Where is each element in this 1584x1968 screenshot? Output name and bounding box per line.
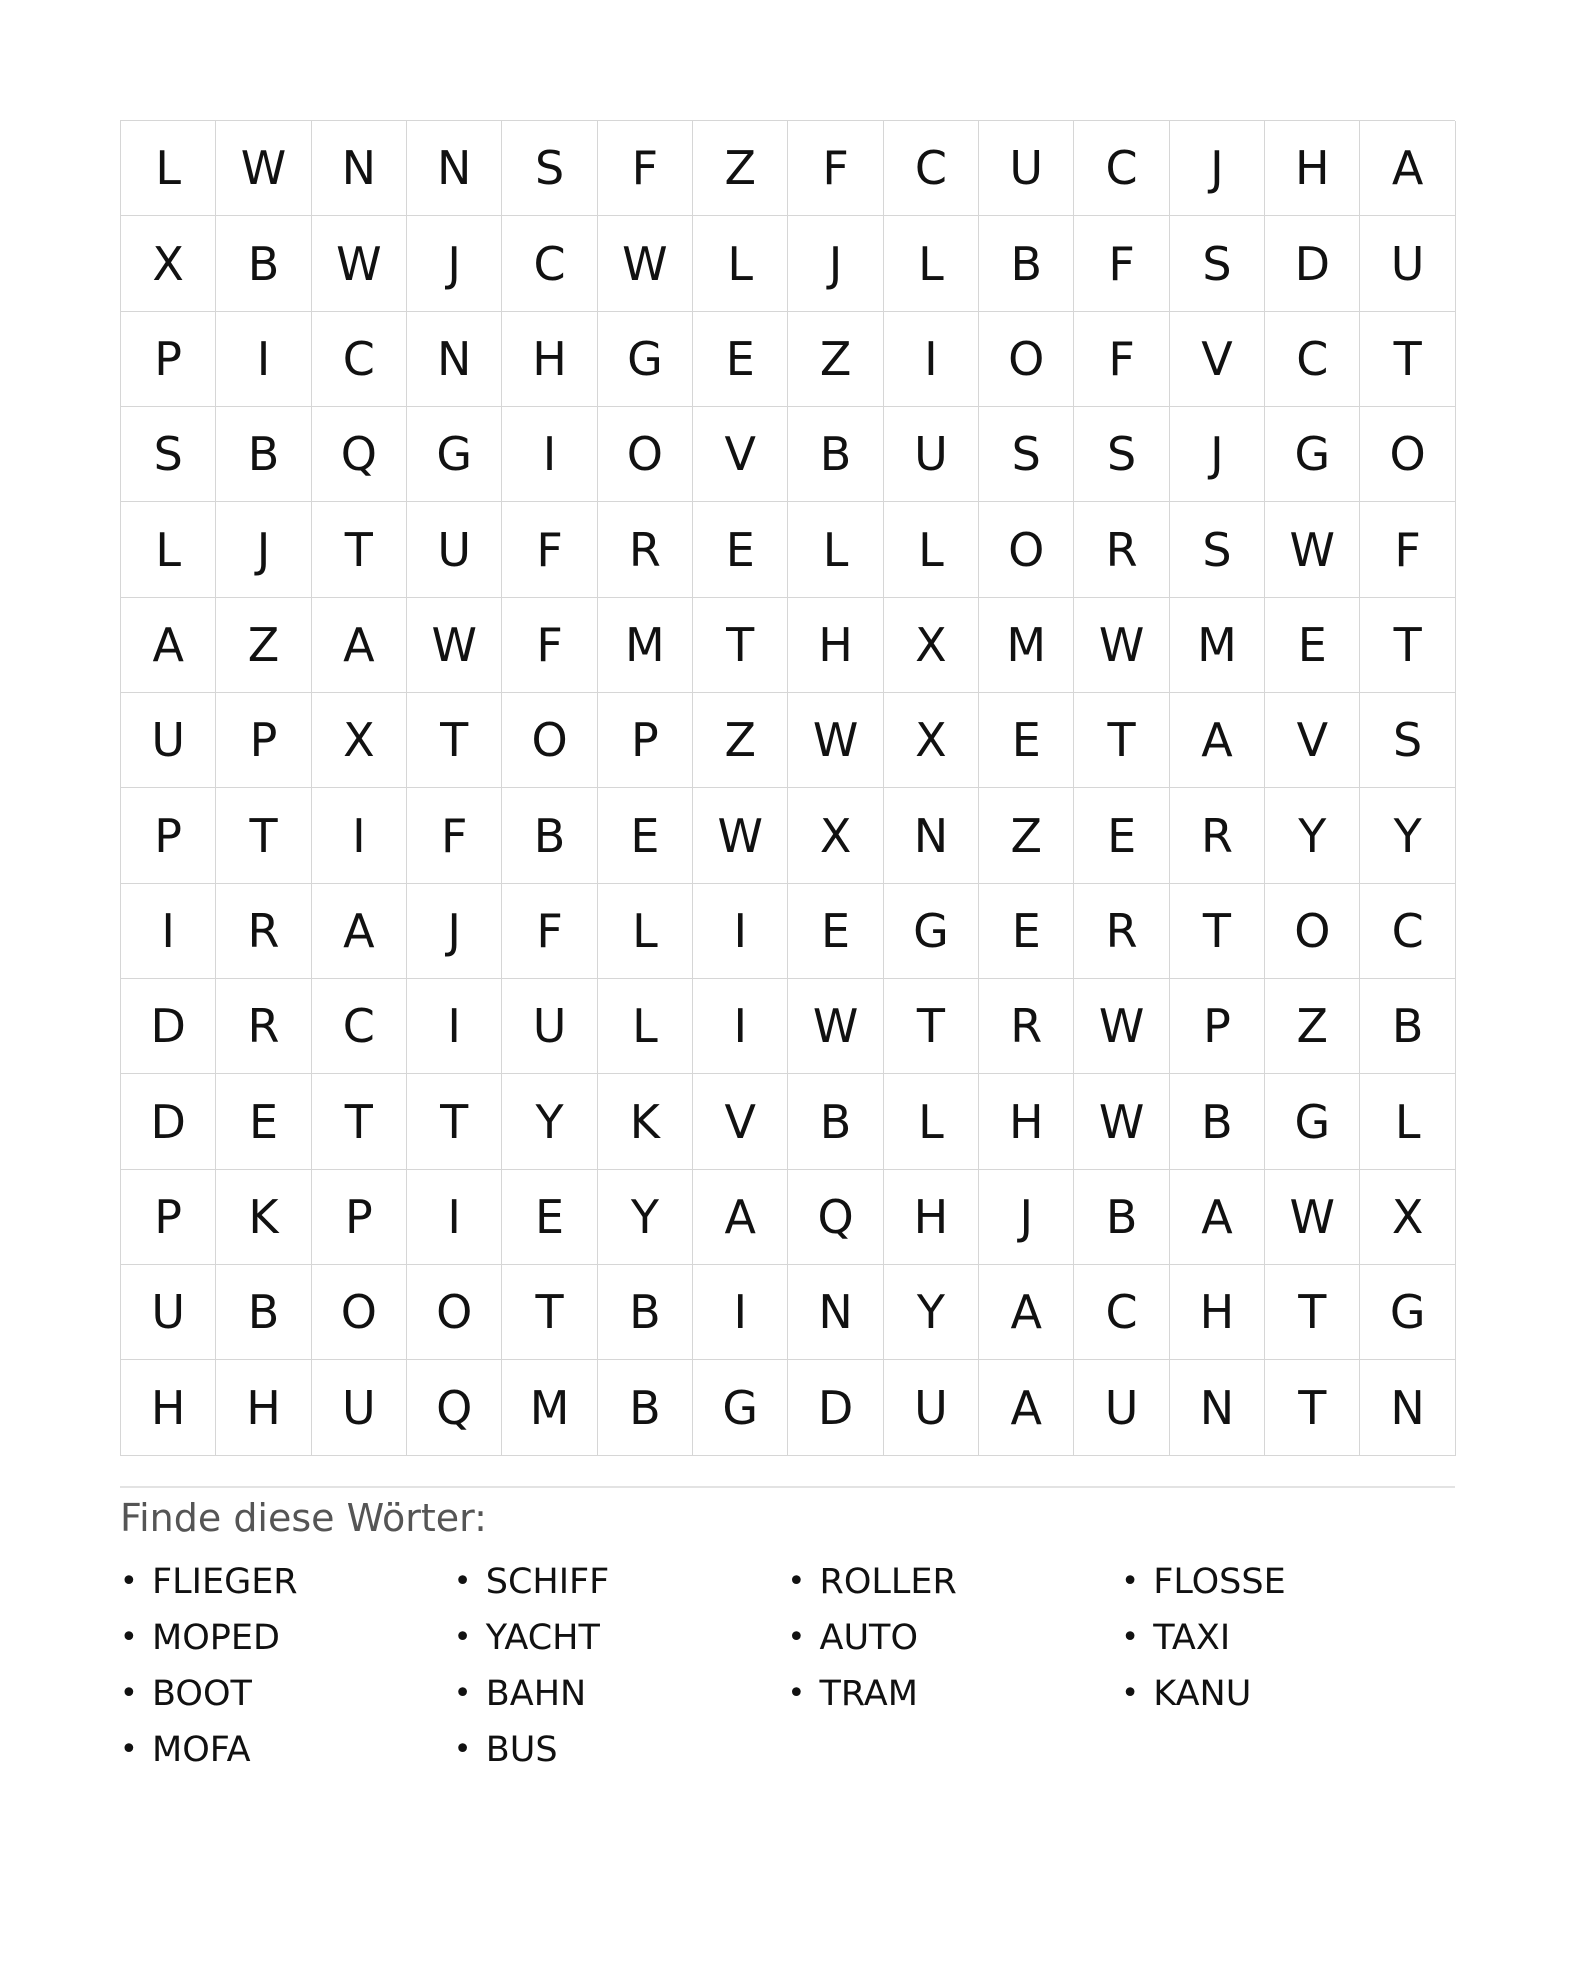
grid-cell[interactable]: E <box>502 1170 597 1265</box>
grid-cell[interactable]: G <box>407 407 502 502</box>
grid-cell[interactable]: D <box>788 1360 883 1455</box>
grid-cell[interactable]: B <box>598 1360 693 1455</box>
word-label: BOOT <box>152 1673 252 1714</box>
grid-cell[interactable]: T <box>312 1074 407 1169</box>
grid-cell[interactable]: G <box>598 312 693 407</box>
grid-cell[interactable]: I <box>693 1265 788 1360</box>
grid-cell[interactable]: D <box>1265 216 1360 311</box>
grid-cell[interactable]: U <box>1360 216 1455 311</box>
grid-cell[interactable]: N <box>884 788 979 883</box>
grid-cell[interactable]: R <box>216 979 311 1074</box>
grid-cell[interactable]: L <box>598 884 693 979</box>
grid-cell[interactable]: W <box>1074 979 1169 1074</box>
grid-cell[interactable]: A <box>693 1170 788 1265</box>
grid-cell[interactable]: K <box>598 1074 693 1169</box>
grid-cell[interactable]: Z <box>693 693 788 788</box>
grid-cell[interactable]: O <box>979 502 1074 597</box>
grid-cell[interactable]: P <box>216 693 311 788</box>
grid-cell[interactable]: U <box>884 407 979 502</box>
grid-cell[interactable]: R <box>216 884 311 979</box>
bullet-icon: • <box>120 1732 138 1768</box>
grid-cell[interactable]: W <box>598 216 693 311</box>
grid-cell[interactable]: L <box>884 1074 979 1169</box>
grid-cell[interactable]: Y <box>598 1170 693 1265</box>
grid-cell[interactable]: E <box>216 1074 311 1169</box>
grid-cell[interactable]: N <box>788 1265 883 1360</box>
grid-cell[interactable]: O <box>407 1265 502 1360</box>
grid-cell[interactable]: A <box>1360 121 1455 216</box>
word-label: MOPED <box>152 1617 280 1658</box>
grid-cell[interactable]: Z <box>216 598 311 693</box>
grid-cell[interactable]: I <box>312 788 407 883</box>
word-list <box>120 1554 1455 1778</box>
grid-cell[interactable]: M <box>1170 598 1265 693</box>
grid-cell[interactable]: S <box>502 121 597 216</box>
grid-cell[interactable]: U <box>121 693 216 788</box>
word-list-item <box>788 1554 1122 1610</box>
grid-cell[interactable]: E <box>1074 788 1169 883</box>
grid-cell[interactable]: H <box>884 1170 979 1265</box>
grid-cell[interactable]: R <box>1074 884 1169 979</box>
grid-cell[interactable]: E <box>693 502 788 597</box>
grid-cell[interactable]: I <box>407 1170 502 1265</box>
grid-cell[interactable]: S <box>121 407 216 502</box>
grid-cell[interactable]: P <box>598 693 693 788</box>
grid-cell[interactable]: F <box>407 788 502 883</box>
grid-cell[interactable]: F <box>502 598 597 693</box>
word-list-item <box>120 1554 454 1610</box>
grid-cell[interactable]: E <box>1265 598 1360 693</box>
grid-cell[interactable]: P <box>121 1170 216 1265</box>
grid-cell[interactable]: E <box>979 693 1074 788</box>
grid-cell[interactable]: F <box>502 884 597 979</box>
word-label: FLIEGER <box>152 1561 298 1602</box>
grid-cell[interactable]: H <box>1170 1265 1265 1360</box>
grid-cell[interactable]: L <box>598 979 693 1074</box>
word-label: MOFA <box>152 1729 251 1770</box>
grid-cell[interactable]: A <box>312 884 407 979</box>
word-label: KANU <box>1153 1673 1252 1714</box>
grid-cell[interactable]: X <box>121 216 216 311</box>
word-list-heading: Finde diese Wörter: <box>120 1495 487 1540</box>
grid-cell[interactable]: J <box>216 502 311 597</box>
grid-cell[interactable]: U <box>884 1360 979 1455</box>
bullet-icon: • <box>1121 1676 1139 1712</box>
grid-cell[interactable]: L <box>693 216 788 311</box>
grid-cell[interactable]: W <box>216 121 311 216</box>
grid-cell[interactable]: E <box>788 884 883 979</box>
grid-cell[interactable]: A <box>121 598 216 693</box>
bullet-icon: • <box>1121 1564 1139 1600</box>
grid-cell[interactable]: W <box>693 788 788 883</box>
grid-cell[interactable]: J <box>979 1170 1074 1265</box>
grid-cell[interactable]: M <box>979 598 1074 693</box>
grid-cell[interactable]: Z <box>788 312 883 407</box>
grid-cell[interactable]: F <box>1360 502 1455 597</box>
grid-cell[interactable]: K <box>216 1170 311 1265</box>
word-label: BUS <box>485 1729 558 1770</box>
grid-cell[interactable]: B <box>502 788 597 883</box>
grid-cell[interactable]: G <box>1265 1074 1360 1169</box>
grid-cell[interactable]: N <box>312 121 407 216</box>
grid-cell[interactable]: S <box>1170 502 1265 597</box>
grid-cell[interactable]: V <box>1170 312 1265 407</box>
grid-cell[interactable]: T <box>884 979 979 1074</box>
grid-cell[interactable]: U <box>312 1360 407 1455</box>
grid-cell[interactable]: C <box>1265 312 1360 407</box>
grid-cell[interactable]: Q <box>788 1170 883 1265</box>
grid-cell[interactable]: T <box>216 788 311 883</box>
grid-cell[interactable]: H <box>502 312 597 407</box>
grid-cell[interactable]: U <box>407 502 502 597</box>
grid-cell[interactable]: J <box>1170 121 1265 216</box>
word-list-item <box>1121 1554 1455 1610</box>
grid-cell[interactable]: A <box>979 1265 1074 1360</box>
grid-cell[interactable]: T <box>407 1074 502 1169</box>
grid-cell[interactable]: O <box>502 693 597 788</box>
word-list-item <box>120 1722 454 1778</box>
grid-cell[interactable]: P <box>312 1170 407 1265</box>
grid-cell[interactable]: L <box>121 121 216 216</box>
grid-cell[interactable]: N <box>1360 1360 1455 1455</box>
grid-cell[interactable]: T <box>407 693 502 788</box>
grid-cell[interactable]: L <box>884 216 979 311</box>
grid-cell[interactable]: O <box>312 1265 407 1360</box>
grid-cell[interactable]: F <box>1074 216 1169 311</box>
word-label: ROLLER <box>819 1561 957 1602</box>
grid-cell[interactable]: N <box>407 121 502 216</box>
word-label: FLOSSE <box>1153 1561 1286 1602</box>
word-label: YACHT <box>485 1617 600 1658</box>
grid-cell[interactable]: C <box>884 121 979 216</box>
grid-cell[interactable]: C <box>312 979 407 1074</box>
bullet-icon: • <box>120 1620 138 1656</box>
grid-cell[interactable]: T <box>1360 598 1455 693</box>
word-list-item <box>1121 1610 1455 1666</box>
grid-cell[interactable]: B <box>1360 979 1455 1074</box>
bullet-icon: • <box>787 1620 806 1656</box>
grid-cell[interactable]: H <box>1265 121 1360 216</box>
word-search-puzzle <box>120 120 1455 1778</box>
grid-cell[interactable]: E <box>598 788 693 883</box>
bullet-icon: • <box>453 1676 472 1712</box>
grid-cell[interactable]: M <box>502 1360 597 1455</box>
divider <box>120 1486 1455 1488</box>
grid-cell[interactable]: S <box>1360 693 1455 788</box>
grid-cell[interactable]: T <box>312 502 407 597</box>
grid-cell[interactable]: Z <box>1265 979 1360 1074</box>
word-label: BAHN <box>485 1673 587 1714</box>
grid-cell[interactable]: G <box>1360 1265 1455 1360</box>
grid-cell[interactable]: Q <box>312 407 407 502</box>
grid-cell[interactable]: Q <box>407 1360 502 1455</box>
grid-cell[interactable]: N <box>407 312 502 407</box>
grid-cell[interactable]: I <box>693 884 788 979</box>
grid-cell[interactable]: I <box>693 979 788 1074</box>
grid-cell[interactable]: Z <box>979 788 1074 883</box>
grid-cell[interactable]: U <box>1074 1360 1169 1455</box>
grid-cell[interactable]: A <box>979 1360 1074 1455</box>
grid-cell[interactable]: C <box>1074 121 1169 216</box>
grid-cell[interactable]: A <box>1170 1170 1265 1265</box>
word-list-item <box>454 1722 788 1778</box>
grid-cell[interactable]: R <box>598 502 693 597</box>
word-list-item <box>120 1666 454 1722</box>
grid-cell[interactable]: Y <box>502 1074 597 1169</box>
grid-cell[interactable]: G <box>1265 407 1360 502</box>
grid-cell[interactable]: B <box>216 216 311 311</box>
grid-cell[interactable]: W <box>407 598 502 693</box>
bullet-icon: • <box>453 1620 472 1656</box>
grid-cell[interactable]: R <box>979 979 1074 1074</box>
grid-cell[interactable]: B <box>216 407 311 502</box>
grid-cell[interactable]: P <box>121 312 216 407</box>
grid-cell[interactable]: C <box>312 312 407 407</box>
word-list-item <box>454 1554 788 1610</box>
grid-cell[interactable]: T <box>1074 693 1169 788</box>
grid-cell[interactable]: H <box>788 598 883 693</box>
grid-cell[interactable]: W <box>788 693 883 788</box>
grid-cell[interactable]: T <box>693 598 788 693</box>
grid-cell[interactable]: Y <box>884 1265 979 1360</box>
grid-cell[interactable]: X <box>884 693 979 788</box>
grid-cell[interactable]: X <box>884 598 979 693</box>
grid-cell[interactable]: A <box>312 598 407 693</box>
grid-cell[interactable]: E <box>693 312 788 407</box>
grid-cell[interactable]: F <box>502 502 597 597</box>
grid-cell[interactable]: C <box>1360 884 1455 979</box>
grid-cell[interactable]: I <box>407 979 502 1074</box>
bullet-icon: • <box>787 1564 806 1600</box>
grid-cell[interactable]: F <box>598 121 693 216</box>
grid-cell[interactable]: G <box>884 884 979 979</box>
grid-cell[interactable]: P <box>121 788 216 883</box>
grid-cell[interactable]: I <box>121 884 216 979</box>
word-list-item <box>788 1666 1122 1722</box>
grid-cell[interactable]: J <box>407 216 502 311</box>
grid-cell[interactable]: Z <box>693 121 788 216</box>
grid-cell[interactable]: O <box>979 312 1074 407</box>
grid-cell[interactable]: B <box>216 1265 311 1360</box>
word-label: AUTO <box>819 1617 918 1658</box>
grid-cell[interactable]: R <box>1074 502 1169 597</box>
bullet-icon: • <box>120 1676 138 1712</box>
grid-cell[interactable]: J <box>788 216 883 311</box>
grid-cell[interactable]: I <box>216 312 311 407</box>
grid-cell[interactable]: S <box>1074 407 1169 502</box>
bullet-icon: • <box>453 1564 472 1600</box>
grid-cell[interactable]: T <box>1170 884 1265 979</box>
grid-cell[interactable]: H <box>979 1074 1074 1169</box>
grid-cell[interactable]: B <box>788 407 883 502</box>
grid-cell[interactable]: A <box>1170 693 1265 788</box>
grid-cell[interactable]: X <box>788 788 883 883</box>
grid-cell[interactable]: U <box>121 1265 216 1360</box>
word-list-item <box>788 1610 1122 1666</box>
word-list-item <box>120 1610 454 1666</box>
bullet-icon: • <box>787 1676 806 1712</box>
letter-grid <box>120 120 1455 1456</box>
grid-cell[interactable]: W <box>312 216 407 311</box>
grid-cell[interactable]: C <box>502 216 597 311</box>
bullet-icon: • <box>1121 1620 1139 1656</box>
grid-cell[interactable]: J <box>407 884 502 979</box>
grid-cell[interactable]: N <box>1170 1360 1265 1455</box>
grid-cell[interactable]: M <box>598 598 693 693</box>
grid-cell[interactable]: L <box>884 502 979 597</box>
grid-cell[interactable]: X <box>1360 1170 1455 1265</box>
grid-cell[interactable]: W <box>1265 502 1360 597</box>
grid-cell[interactable]: E <box>979 884 1074 979</box>
word-label: TRAM <box>819 1673 918 1714</box>
grid-cell[interactable]: W <box>1074 598 1169 693</box>
grid-cell[interactable]: C <box>1074 1265 1169 1360</box>
grid-cell[interactable]: L <box>121 502 216 597</box>
grid-cell[interactable]: Y <box>1360 788 1455 883</box>
word-label: SCHIFF <box>485 1561 610 1602</box>
grid-cell[interactable]: G <box>693 1360 788 1455</box>
grid-cell[interactable]: I <box>884 312 979 407</box>
grid-cell[interactable]: O <box>1360 407 1455 502</box>
grid-cell[interactable]: B <box>979 216 1074 311</box>
grid-cell[interactable]: L <box>788 502 883 597</box>
bullet-icon: • <box>453 1732 472 1768</box>
grid-cell[interactable]: U <box>502 979 597 1074</box>
grid-cell[interactable]: U <box>979 121 1074 216</box>
grid-cell[interactable]: Y <box>1265 788 1360 883</box>
grid-cell[interactable]: S <box>979 407 1074 502</box>
grid-cell[interactable]: T <box>1265 1265 1360 1360</box>
grid-cell[interactable]: B <box>788 1074 883 1169</box>
grid-cell[interactable]: V <box>1265 693 1360 788</box>
bullet-icon: • <box>120 1564 138 1600</box>
grid-cell[interactable]: F <box>1074 312 1169 407</box>
grid-cell[interactable]: T <box>1360 312 1455 407</box>
grid-cell[interactable]: T <box>1265 1360 1360 1455</box>
grid-cell[interactable]: B <box>1170 1074 1265 1169</box>
grid-cell[interactable]: D <box>121 979 216 1074</box>
grid-cell[interactable]: S <box>1170 216 1265 311</box>
grid-cell[interactable]: B <box>1074 1170 1169 1265</box>
grid-cell[interactable]: J <box>1170 407 1265 502</box>
grid-cell[interactable]: X <box>312 693 407 788</box>
grid-cell[interactable]: V <box>693 407 788 502</box>
grid-cell[interactable]: O <box>598 407 693 502</box>
grid-cell[interactable]: F <box>788 121 883 216</box>
grid-cell[interactable]: W <box>1265 1170 1360 1265</box>
word-list-item <box>454 1610 788 1666</box>
grid-cell[interactable]: W <box>1074 1074 1169 1169</box>
grid-cell[interactable]: I <box>502 407 597 502</box>
grid-cell[interactable]: O <box>1265 884 1360 979</box>
grid-cell[interactable]: H <box>216 1360 311 1455</box>
grid-cell[interactable]: P <box>1170 979 1265 1074</box>
grid-cell[interactable]: L <box>1360 1074 1455 1169</box>
grid-cell[interactable]: W <box>788 979 883 1074</box>
word-list-item <box>454 1666 788 1722</box>
grid-cell[interactable]: B <box>598 1265 693 1360</box>
word-list-item <box>1121 1666 1455 1722</box>
grid-cell[interactable]: R <box>1170 788 1265 883</box>
grid-cell[interactable]: H <box>121 1360 216 1455</box>
grid-cell[interactable]: V <box>693 1074 788 1169</box>
grid-cell[interactable]: T <box>502 1265 597 1360</box>
grid-cell[interactable]: D <box>121 1074 216 1169</box>
word-label: TAXI <box>1153 1617 1231 1658</box>
